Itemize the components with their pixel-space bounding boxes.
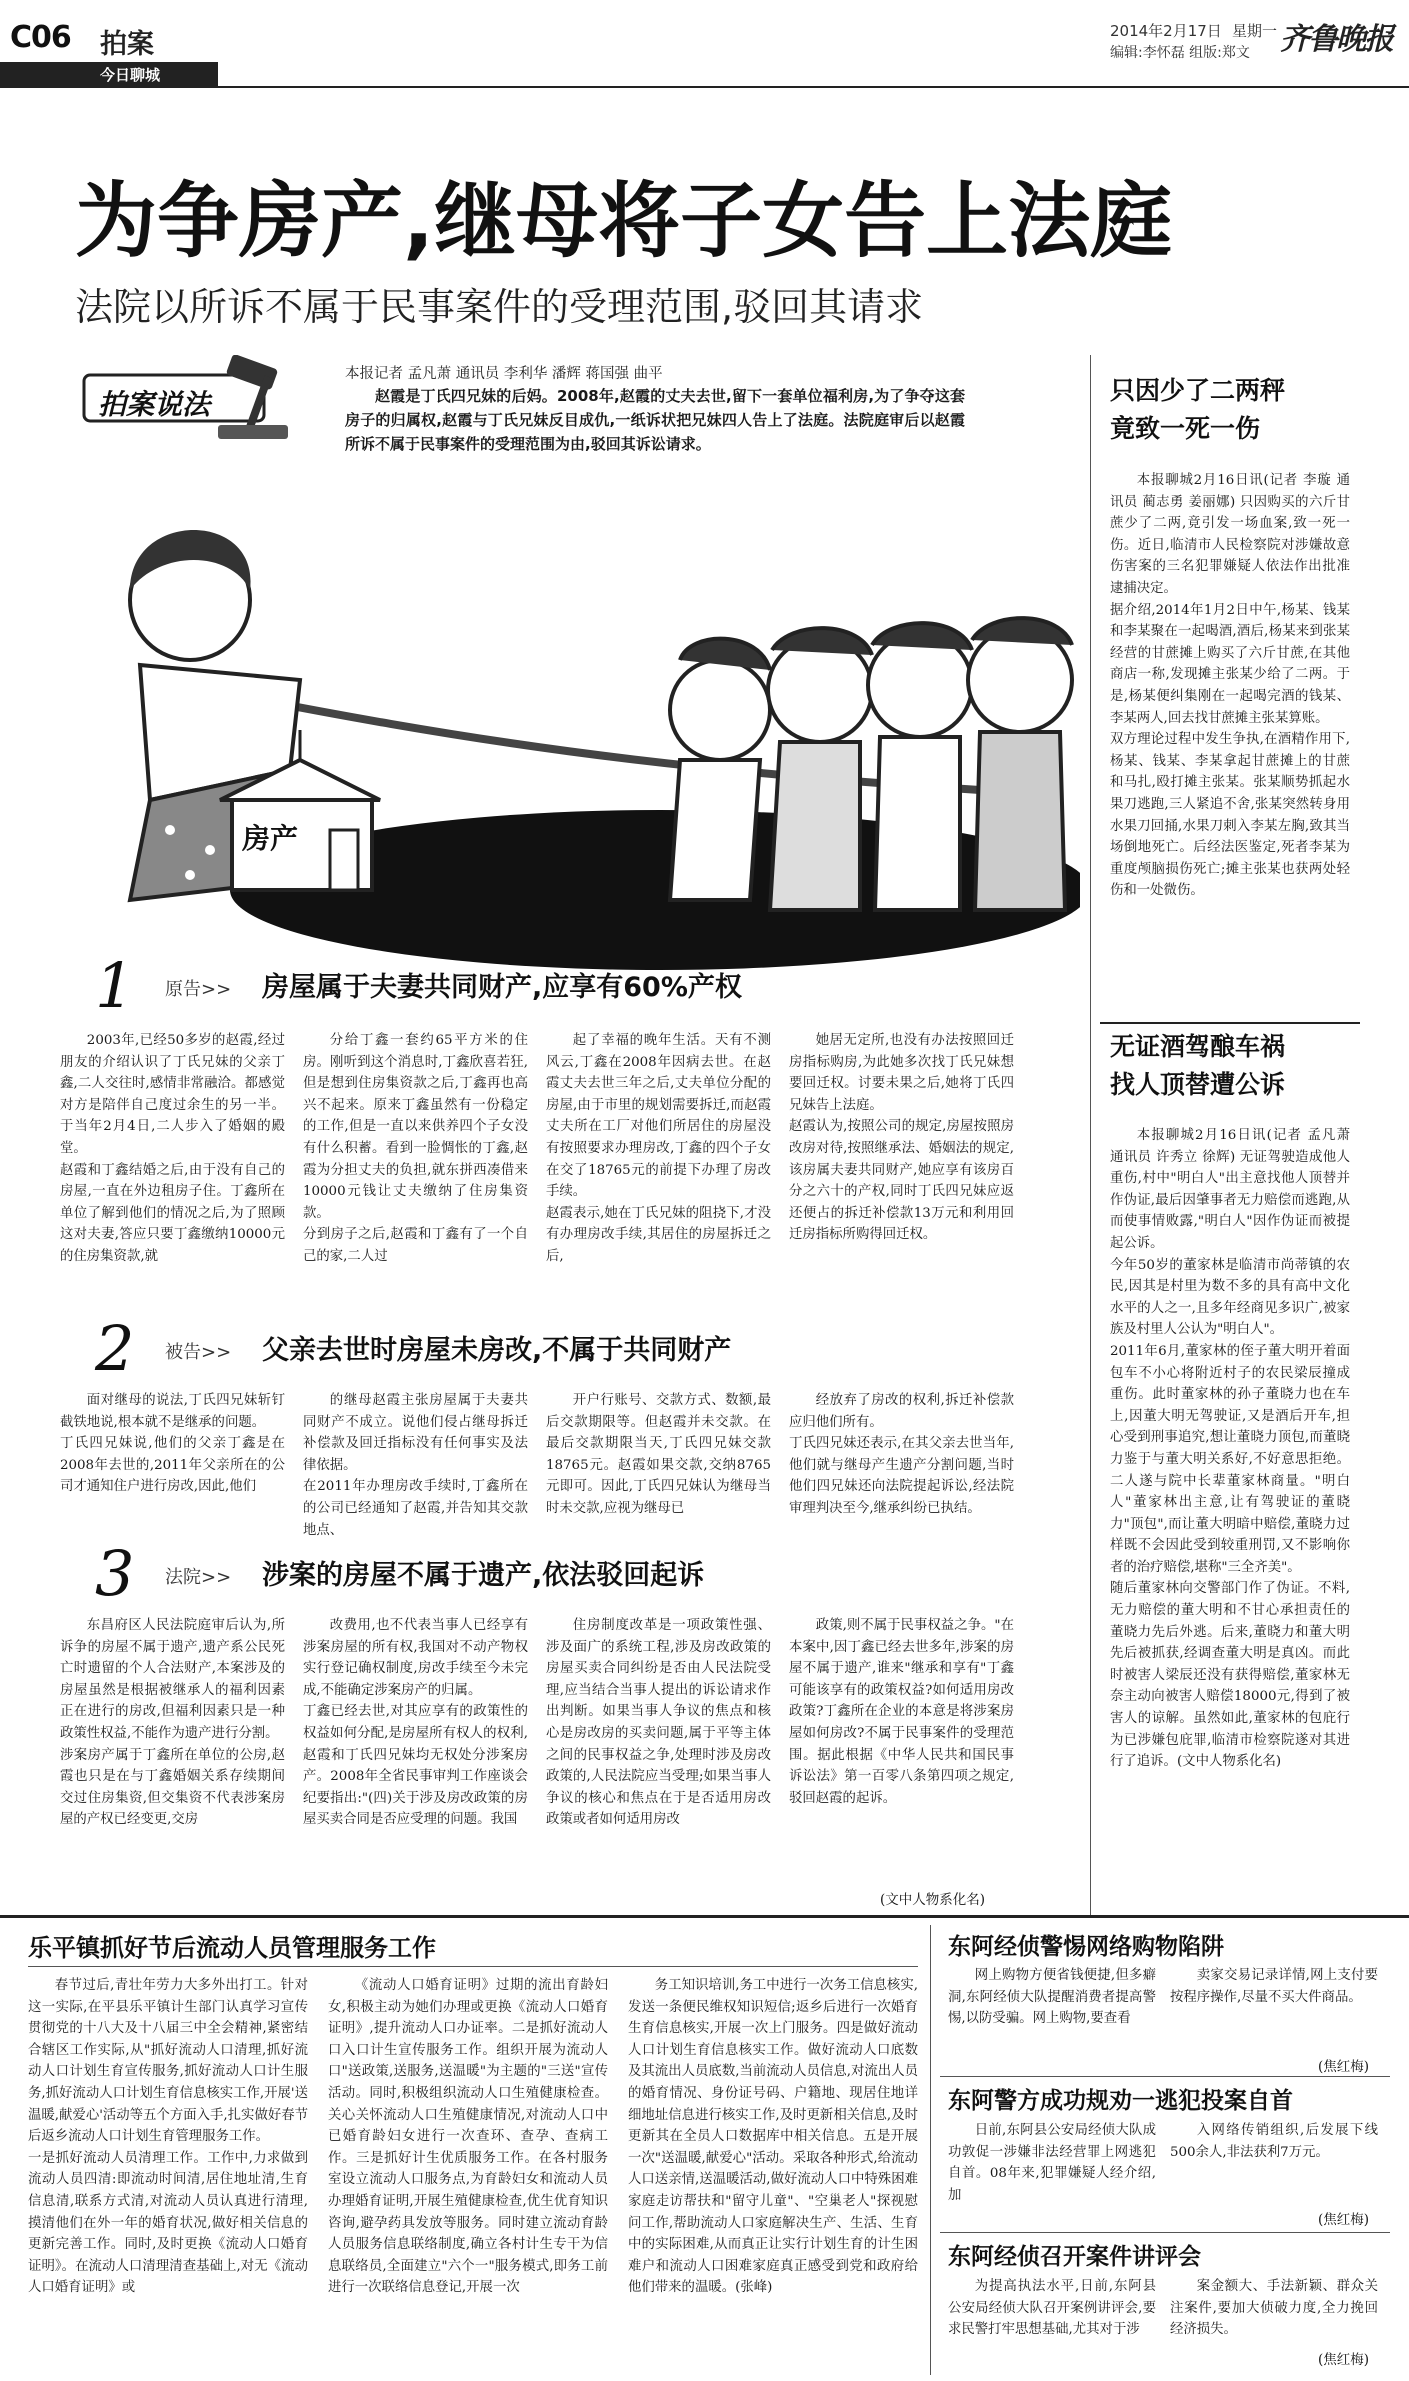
section-3-col-2: 改费用,也不代表当事人已经享有涉案房屋的所有权,我国对不动产物权实行登记确权制度,房改手续至今未完成,不能确定涉案房产的归属。 丁鑫已经去世,对其应享有的政策性的权益如何分配,是房屋所有权人的权利,赵霞和丁氏四兄妹均无权处分涉案房产。2008年全省民事审判工作座谈会纪要指出:"(四)关于涉及房改政策的房屋买卖合同是否应受理的问题。我国	[303, 1618, 528, 1828]
section-2-col-2: 的继母赵霞主张房屋属于夫妻共同财产不成立。说他们侵占继母拆迁补偿款及回迁指标没有任何事实及法律依据。 在2011年办理房改手续时,丁鑫所在的公司已经通知了赵霞,并告知其交款地点、	[303, 1393, 528, 1538]
section-1-col-1: 2003年,已经50多岁的赵霞,经过朋友的介绍认识了丁氏兄妹的父亲丁鑫,二人交往时,感情非常融洽。都感觉对方是陪伴自己度过余生的另一半。于当年2月4日,二人步入了婚姻的殿堂。 赵霞和丁鑫结婚之后,由于没有自己的房屋,一直在外边租房子住。丁鑫所在单位了解到他们的情况之后,为了照顾这对夫妻,答应只要丁鑫缴纳10000元的住房集资款,就	[60, 1033, 285, 1264]
masthead-logo: 齐鲁晚报	[1280, 22, 1392, 57]
section-1-title: 房屋属于夫妻共同财产,应享有60%产权	[262, 972, 742, 1003]
issue-date: 2014年2月17日	[1110, 22, 1222, 40]
subsection-name: 今日聊城	[100, 66, 161, 84]
sidebar-story-2-title: 无证酒驾酿车祸 找人顶替遭公诉	[1110, 1032, 1286, 1099]
column-logo	[78, 355, 308, 445]
section-3-col-4: 政策,则不属于民事权益之争。"在本案中,因丁鑫已经去世多年,涉案的房屋不属于遗产,谁来"继承和享有"丁鑫可能该享有的政策权益?如何适用房改政策?丁鑫所在企业的本意是将涉案房屋如何房改?不属于民事案件的受理范围。据此根据《中华人民共和国民事诉讼法》第一百零八条第四项之规定,驳回赵霞的起诉。	[789, 1618, 1014, 1806]
section-3-tag: 法院>>	[165, 1567, 232, 1588]
section-2-col-3: 开户行账号、交款方式、数额,最后交款期限等。但赵霞并未交款。在最后交款期限当天,丁氏四兄妹交款18765元。赵霞如果交款,交纳8765元即可。因此,丁氏四兄妹认为继母当时未交款,应视为继母已	[546, 1393, 771, 1516]
brief-1-title: 东阿经侦警惕网络购物陷阱	[948, 1934, 1224, 1960]
section-3-number: 3	[95, 1537, 135, 1610]
brief-rule-1	[940, 2076, 1390, 2077]
brief-1-col-1: 网上购物方便省钱便捷,但多癖洞,东阿经侦大队提醒消费者提高警惕,以防受骗。网上购物,要查看	[948, 1968, 1156, 2027]
brief-2-credit: (焦红梅)	[1318, 2212, 1370, 2228]
section-2-tag: 被告>>	[165, 1342, 232, 1363]
section-2-col-4: 经放弃了房改的权利,拆迁补偿款应归他们所有。 丁氏四兄妹还表示,在其父亲去世当年,他们就与继母产生遗产分割问题,当时他们四兄妹还向法院提起诉讼,经法院审理判决至今,继承纠纷已执结。	[789, 1393, 1014, 1516]
section-1-col-2: 分给丁鑫一套约65平方米的住房。刚听到这个消息时,丁鑫欣喜若狂,但是想到住房集资款之后,丁鑫再也高兴不起来。原来丁鑫虽然有一份稳定的工作,但是一直以来供养四个子女没有什么积蓄。看到一脸惆怅的丁鑫,赵霞为分担丈夫的负担,就东拼西凑借来10000元钱让丈夫缴纳了住房集资款。 分到房子之后,赵霞和丁鑫有了一个自己的家,二人过	[303, 1033, 528, 1264]
subheadline: 法院以所诉不属于民事案件的受理范围,驳回其请求	[75, 285, 924, 329]
house-label: 房产	[242, 822, 299, 855]
sidebar-story-2-body: 本报聊城2月16日讯(记者 孟凡萧 通讯员 许秀立 徐辉) 无证驾驶造成他人重伤,村中"明白人"出主意找他人顶替并作伪证,最后因肇事者无力赔偿而逃跑,从而使事情败露,"明白人"因作伪证而被提起公诉。 今年50岁的董家林是临清市尚蒂镇的农民,因其是村里为数不多的具有高中文化水平的人之一,且多年经商见多识广,被家族及村里人公认为"明白人"。 2011年6月,董家林的侄子董大明开着面包车不小心将附近村子的农民梁辰撞成重伤。此时董家林的孙子董晓力也在车上,因董大明无驾驶证,又是酒后开车,担心受到刑事追究,想让董晓力顶包,而董晓力鉴于与董大明关系好,不好意思拒绝。二人遂与院中长辈董家林商量。"明白人"董家林出主意,让有驾驶证的董晓力"顶包",而让董大明暗中赔偿,董晓力过样既不会因此受到较重刑罚,又不影响你者的治疗赔偿,堪称"三全齐美"。 随后董家林向交警部门作了伪证。不料,无力赔偿的董大明和不甘心承担责任的董晓力先后外逃。后来,董晓力和董大明先后被抓获,经调查董大明是真凶。而此时被害人梁辰还没有获得赔偿,董家林无奈主动向被害人赔偿18000元,得到了被害人的谅解。虽然如此,董家林的包庇行为已涉嫌包庇罪,临清市检察院遂对其进行了追诉。(文中人物系化名)	[1110, 1128, 1350, 1770]
sidebar-story-1-title: 只因少了二两秤 竟致一死一伤	[1110, 376, 1286, 443]
bottom-story-col-3: 务工知识培训,务工中进行一次务工信息核实,发送一条便民维权知识短信;返乡后进行一次婚育生育信息核实,开展一次上门服务。四是做好流动人口计划生育信息核实工作。做好流动人口底数及其流出人员底数,当前流动人员信息,对流出人员的婚育情况、身份证号码、户籍地、现居住地详细地址信息进行核实工作,及时更新相关信息,及时更新其在全员人口数据库中相关信息。五是开展一次"送温暖,献爱心"活动。采取各种形式,给流动人口送亲情,送温暖活动,做好流动人口中特殊困难家庭走访帮扶和"留守儿童"、"空巢老人"探视慰问工作,帮助流动人口家庭解决生产、生活、生育中的实际困难,从而真正让实行计划生育的计生困难户和流动人口困难家庭真正感受到党和政府给他们带来的温暖。(张峰)	[628, 1978, 918, 2296]
section-name: 拍案	[100, 29, 154, 60]
section-2-col-1: 面对继母的说法,丁氏四兄妹斩钉截铁地说,根本就不是继承的问题。 丁氏四兄妹说,他们的父亲丁鑫是在2008年去世的,2011年父亲所在的公司才通知住户进行房改,因此,他们	[60, 1393, 285, 1495]
section-1-number: 1	[95, 949, 135, 1022]
section-3-col-3: 住房制度改革是一项政策性强、涉及面广的系统工程,涉及房改政策的房屋买卖合同纠纷是否由人民法院受理,应当结合当事人提出的诉讼请求作出判断。如果当事人争议的焦点和核心是房改房的买卖问题,属于平等主体之间的民事权益之争,处理时涉及房改政策的,人民法院应当受理;如果当事人争议的核心和焦点在于是否适用房改政策或者如何适用房改	[546, 1618, 771, 1828]
editor-credit: 编辑:李怀磊 组版:郑文	[1110, 45, 1250, 61]
brief-3-credit: (焦红梅)	[1318, 2352, 1370, 2368]
header-rule	[0, 86, 1409, 88]
bottom-story-rule	[28, 1966, 918, 1967]
byline: 本报记者 孟凡萧 通讯员 李利华 潘辉 蒋国强 曲平	[345, 366, 663, 382]
bottom-separator	[0, 1915, 1409, 1918]
tug-of-war-illustration	[60, 470, 1080, 975]
brief-3-col-1: 为提高执法水平,日前,东阿县公安局经侦大队召开案例讲评会,要求民警打牢思想基础,尤其对于涉	[948, 2279, 1156, 2338]
brief-2-col-1: 日前,东阿县公安局经侦大队成功敦促一涉嫌非法经营罪上网逃犯自首。08年来,犯罪嫌疑人经介绍,加	[948, 2123, 1156, 2203]
section-3-credit: (文中人物系化名)	[880, 1892, 986, 1908]
bottom-divider	[930, 1925, 931, 2375]
page-code: C06	[10, 20, 71, 55]
column-logo-text: 拍案说法	[98, 388, 211, 421]
sidebar-story-1-body: 本报聊城2月16日讯(记者 李璇 通讯员 蔺志勇 姜丽娜) 只因购买的六斤甘蔗少了二两,竟引发一场血案,致一死一伤。近日,临清市人民检察院对涉嫌故意伤害案的三名犯罪嫌疑人依法作出批准逮捕决定。 据介绍,2014年1月2日中午,杨某、钱某和李某聚在一起喝酒,酒后,杨某来到张某经营的甘蔗摊上购买了六斤甘蔗,在其他商店一称,发现摊主张某少给了二两。于是,杨某便纠集刚在一起喝完酒的钱某、李某两人,回去找甘蔗摊主张某算账。 双方理论过程中发生争执,在酒精作用下,杨某、钱某、李某拿起甘蔗摊上的甘蔗和马扎,殴打摊主张某。张某顺势抓起水果刀逃跑,三人紧追不舍,张某突然转身用水果刀回捅,水果刀刺入李某左胸,致其当场倒地死亡。后经法医鉴定,死者李某为重度颅脑损伤死亡;摊主张某也获两处轻伤和一处微伤。	[1110, 473, 1350, 899]
section-3-col-1: 东昌府区人民法院庭审后认为,所诉争的房屋不属于遗产,遗产系公民死亡时遗留的个人合法财产,本案涉及的房屋虽然是根据被继承人的福利因素正在进行的房改,但福利因素只是一种政策性权益,不能作为遗产进行分割。 涉案房产属于丁鑫所在单位的公房,赵霞也只是在与丁鑫婚姻关系存续期间交过住房集资,但交集资不代表涉案房屋的产权已经变更,交房	[60, 1618, 285, 1828]
section-2-number: 2	[95, 1312, 135, 1385]
brief-2-title: 东阿警方成功规劝一逃犯投案自首	[948, 2088, 1293, 2114]
sidebar-divider	[1090, 355, 1091, 1915]
brief-2-col-2: 入网络传销组织,后发展下线500余人,非法获利7万元。	[1170, 2123, 1378, 2160]
sidebar-rule	[1100, 1022, 1360, 1024]
brief-1-col-2: 卖家交易记录详情,网上支付要按程序操作,尽量不买大件商品。	[1170, 1968, 1378, 2005]
section-2-title: 父亲去世时房屋未房改,不属于共同财产	[262, 1335, 732, 1366]
section-3-title: 涉案的房屋不属于遗产,依法驳回起诉	[262, 1560, 705, 1591]
brief-3-col-2: 案金额大、手法新颖、群众关注案件,要加大侦破力度,全力挽回经济损失。	[1170, 2279, 1378, 2338]
headline: 为争房产,继母将子女告上法庭	[75, 174, 1173, 269]
bottom-story-col-1: 春节过后,青壮年劳力大多外出打工。针对这一实际,在平县乐平镇计生部门认真学习宣传贯彻党的十八大及十八届三中全会精神,紧密结合辖区工作实际,从"抓好流动人口清理,抓好流动人口计划生育宣传服务,抓好流动人口计生服务,抓好流动人口计划生育信息核实工作,开展'送温暖,献爱心'活动等五个方面入手,扎实做好春节后返乡流动人口计划生育管理服务工作。 一是抓好流动人员清理工作。工作中,力求做到流动人员四清:即流动时间清,居住地址清,生育信息清,联系方式清,对流动人员认真进行清理,摸清他们在外一年的婚育状况,做好相关信息的更新完善工作。同时,及时更换《流动人口婚育证明》。在流动人口清理清查基础上,对无《流动人口婚育证明》或	[28, 1978, 308, 2296]
issue-weekday: 星期一	[1232, 22, 1278, 40]
section-1-tag: 原告>>	[165, 979, 232, 1000]
section-1-col-3: 起了幸福的晚年生活。天有不测风云,丁鑫在2008年因病去世。在赵霞丈夫去世三年之后,丈夫单位分配的房屋,由于市里的规划需要拆迁,而赵霞丈夫所在工厂对他们所居住的房屋没有按照要求办理房改,丁鑫的四个子女在交了18765元的前提下办理了房改手续。 赵霞表示,她在丁氏兄妹的阻挠下,才没有办理房改手续,其居住的房屋拆迁之后,	[546, 1033, 771, 1264]
brief-1-credit: (焦红梅)	[1318, 2059, 1370, 2075]
bottom-story-title: 乐平镇抓好节后流动人员管理服务工作	[28, 1934, 436, 1962]
brief-rule-2	[940, 2232, 1390, 2233]
bottom-story-col-2: 《流动人口婚育证明》过期的流出育龄妇女,积极主动为她们办理或更换《流动人口婚育证明》,提升流动人口办证率。二是抓好流动人口入口计生宣传服务工作。组织开展为流动人口"送政策,送服务,送温暖"为主题的"三送"宣传活动。同时,积极组织流动人口生殖健康检查。关心关怀流动人口生殖健康情况,对流动人口中已婚育龄妇女进行一次查环、查孕、查病工作。三是抓好计生优质服务工作。在各村服务室设立流动人口服务点,为育龄妇女和流动人员办理婚育证明,开展生殖健康检查,优生优育知识咨询,避孕药具发放等服务。同时建立流动育龄人员服务信息联络制度,确立各村计生专干为信息联络员,全面建立"六个一"服务模式,即务工前进行一次联络信息登记,开展一次	[328, 1978, 608, 2296]
lead-paragraph: 赵霞是丁氏四兄妹的后妈。2008年,赵霞的丈夫去世,留下一套单位福利房,为了争夺这套房子的归属权,赵霞与丁氏兄妹反目成仇,一纸诉状把兄妹四人告上了法庭。法院庭审后以赵霞所诉不属于民事案件的受理范围为由,驳回其诉讼请求。	[345, 387, 965, 453]
brief-3-title: 东阿经侦召开案件讲评会	[948, 2244, 1201, 2270]
section-1-col-4: 她居无定所,也没有办法按照回迁房指标购房,为此她多次找丁氏兄妹想要回迁权。讨要未果之后,她将丁氏四兄妹告上法庭。 赵霞认为,按照公司的规定,房屋按照房改房对待,按照继承法、婚姻法的规定,该房属夫妻共同财产,她应享有该房百分之六十的产权,同时丁氏四兄妹应返还便占的拆迁补偿款13万元和利用回迁房指标所购得回迁权。	[789, 1033, 1014, 1243]
